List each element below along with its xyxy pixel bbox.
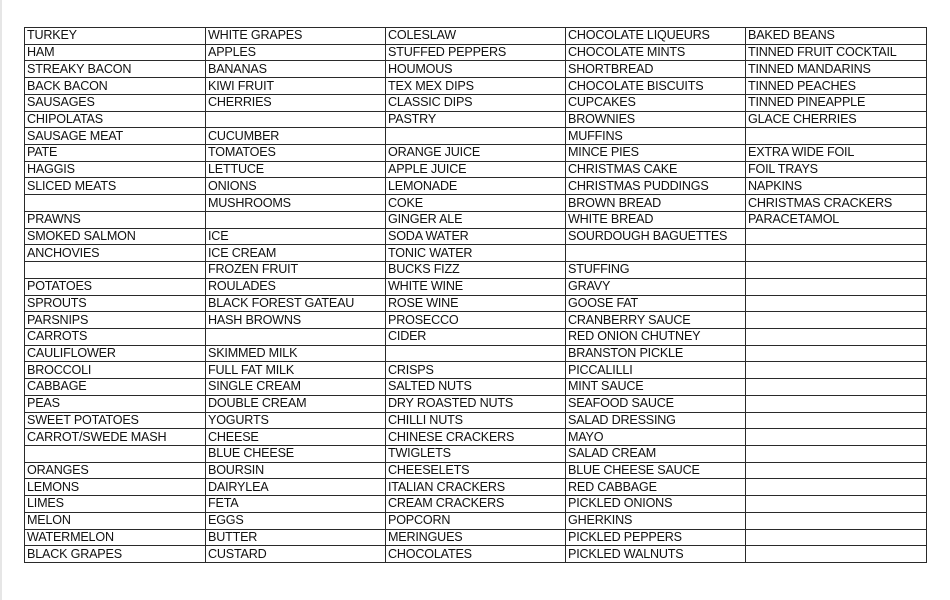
table-cell: [746, 529, 927, 546]
table-cell: CARROT/SWEDE MASH: [25, 429, 206, 446]
table-cell: CHIPOLATAS: [25, 111, 206, 128]
table-cell: [746, 546, 927, 563]
table-cell: SODA WATER: [386, 228, 566, 245]
table-row: [25, 211, 927, 228]
table-row: [25, 529, 927, 546]
table-cell: EXTRA WIDE FOIL: [746, 145, 927, 162]
table-cell: NAPKINS: [746, 178, 927, 195]
table-cell: PASTRY: [386, 111, 566, 128]
table-cell: CHILLI NUTS: [386, 412, 566, 429]
table-cell: CHOCOLATE LIQUEURS: [566, 28, 746, 45]
table-cell: HAGGIS: [25, 161, 206, 178]
table-cell: CRISPS: [386, 362, 566, 379]
table-cell: SMOKED SALMON: [25, 228, 206, 245]
table-cell: WATERMELON: [25, 529, 206, 546]
table-cell: [25, 262, 206, 279]
table-row: [25, 161, 927, 178]
table-cell: [746, 345, 927, 362]
table-cell: WHITE GRAPES: [206, 28, 386, 45]
table-cell: ROSE WINE: [386, 295, 566, 312]
table-cell: HASH BROWNS: [206, 312, 386, 329]
table-cell: TINNED PEACHES: [746, 78, 927, 95]
table-cell: PRAWNS: [25, 211, 206, 228]
table-cell: CAULIFLOWER: [25, 345, 206, 362]
table-cell: FOIL TRAYS: [746, 161, 927, 178]
table-cell: HAM: [25, 44, 206, 61]
table-row: [25, 145, 927, 162]
table-cell: [746, 262, 927, 279]
table-cell: [206, 111, 386, 128]
table-cell: ICE CREAM: [206, 245, 386, 262]
table-cell: MELON: [25, 512, 206, 529]
table-cell: BLUE CHEESE SAUCE: [566, 462, 746, 479]
table-cell: GINGER ALE: [386, 211, 566, 228]
table-cell: [746, 412, 927, 429]
table-cell: SKIMMED MILK: [206, 345, 386, 362]
table-cell: [746, 295, 927, 312]
table-cell: [746, 379, 927, 396]
table-row: [25, 78, 927, 95]
table-cell: APPLES: [206, 44, 386, 61]
table-cell: ONIONS: [206, 178, 386, 195]
table-cell: PATE: [25, 145, 206, 162]
table-cell: [746, 278, 927, 295]
table-cell: MUSHROOMS: [206, 195, 386, 212]
table-cell: CHERRIES: [206, 94, 386, 111]
table-row: [25, 295, 927, 312]
table-cell: DOUBLE CREAM: [206, 395, 386, 412]
shopping-list-table: [24, 27, 927, 563]
table-cell: MERINGUES: [386, 529, 566, 546]
table-cell: PICKLED PEPPERS: [566, 529, 746, 546]
table-cell: [386, 345, 566, 362]
table-cell: BAKED BEANS: [746, 28, 927, 45]
table-row: [25, 512, 927, 529]
table-cell: BLUE CHEESE: [206, 445, 386, 462]
table-cell: TONIC WATER: [386, 245, 566, 262]
table-cell: PROSECCO: [386, 312, 566, 329]
table-cell: TEX MEX DIPS: [386, 78, 566, 95]
table-cell: KIWI FRUIT: [206, 78, 386, 95]
table-cell: SEAFOOD SAUCE: [566, 395, 746, 412]
table-cell: CHRISTMAS PUDDINGS: [566, 178, 746, 195]
table-cell: CUCUMBER: [206, 128, 386, 145]
table-row: [25, 496, 927, 513]
table-cell: SHORTBREAD: [566, 61, 746, 78]
table-row: [25, 228, 927, 245]
table-cell: DAIRYLEA: [206, 479, 386, 496]
table-cell: GLACE CHERRIES: [746, 111, 927, 128]
table-row: [25, 245, 927, 262]
table-cell: SLICED MEATS: [25, 178, 206, 195]
table-cell: CHINESE CRACKERS: [386, 429, 566, 446]
table-cell: CUPCAKES: [566, 94, 746, 111]
table-cell: SINGLE CREAM: [206, 379, 386, 396]
table-row: [25, 94, 927, 111]
table-row: [25, 479, 927, 496]
table-cell: BROCCOLI: [25, 362, 206, 379]
table-cell: DRY ROASTED NUTS: [386, 395, 566, 412]
table-cell: [746, 395, 927, 412]
table-cell: TOMATOES: [206, 145, 386, 162]
table-cell: CHEESELETS: [386, 462, 566, 479]
table-cell: SWEET POTATOES: [25, 412, 206, 429]
table-cell: BLACK GRAPES: [25, 546, 206, 563]
table-cell: STREAKY BACON: [25, 61, 206, 78]
table-cell: CHEESE: [206, 429, 386, 446]
table-cell: FROZEN FRUIT: [206, 262, 386, 279]
table-cell: TINNED PINEAPPLE: [746, 94, 927, 111]
page-edge: [0, 0, 2, 600]
table-cell: BACK BACON: [25, 78, 206, 95]
table-cell: SALAD DRESSING: [566, 412, 746, 429]
table-cell: [746, 445, 927, 462]
table-cell: [746, 245, 927, 262]
table-cell: CHRISTMAS CRACKERS: [746, 195, 927, 212]
table-row: [25, 429, 927, 446]
table-cell: PEAS: [25, 395, 206, 412]
table-cell: SOURDOUGH BAGUETTES: [566, 228, 746, 245]
table-row: [25, 328, 927, 345]
table-cell: GRAVY: [566, 278, 746, 295]
table-row: [25, 362, 927, 379]
table-cell: TINNED MANDARINS: [746, 61, 927, 78]
table-cell: GOOSE FAT: [566, 295, 746, 312]
table-cell: STUFFED PEPPERS: [386, 44, 566, 61]
table-cell: FETA: [206, 496, 386, 513]
table-cell: SAUSAGES: [25, 94, 206, 111]
table-row: [25, 195, 927, 212]
table-cell: SAUSAGE MEAT: [25, 128, 206, 145]
table-cell: SALTED NUTS: [386, 379, 566, 396]
table-cell: ICE: [206, 228, 386, 245]
table-cell: CHOCOLATE BISCUITS: [566, 78, 746, 95]
table-row: [25, 111, 927, 128]
table-cell: CABBAGE: [25, 379, 206, 396]
table-row: [25, 379, 927, 396]
table-cell: CHOCOLATES: [386, 546, 566, 563]
table-row: [25, 278, 927, 295]
table-cell: [746, 479, 927, 496]
table-cell: GHERKINS: [566, 512, 746, 529]
table-cell: POPCORN: [386, 512, 566, 529]
table-cell: CHOCOLATE MINTS: [566, 44, 746, 61]
table-cell: MINCE PIES: [566, 145, 746, 162]
table-cell: SALAD CREAM: [566, 445, 746, 462]
table-cell: ROULADES: [206, 278, 386, 295]
table-cell: BROWNIES: [566, 111, 746, 128]
table-cell: ITALIAN CRACKERS: [386, 479, 566, 496]
table-cell: [746, 128, 927, 145]
table-cell: ANCHOVIES: [25, 245, 206, 262]
table-cell: WHITE WINE: [386, 278, 566, 295]
table-cell: BOURSIN: [206, 462, 386, 479]
table-row: [25, 395, 927, 412]
table-row: [25, 412, 927, 429]
table-cell: CREAM CRACKERS: [386, 496, 566, 513]
table-cell: RED CABBAGE: [566, 479, 746, 496]
table-cell: CRANBERRY SAUCE: [566, 312, 746, 329]
table-cell: TURKEY: [25, 28, 206, 45]
table-cell: MUFFINS: [566, 128, 746, 145]
table-cell: PICKLED WALNUTS: [566, 546, 746, 563]
table-cell: BRANSTON PICKLE: [566, 345, 746, 362]
table-cell: PICCALILLI: [566, 362, 746, 379]
table-cell: TINNED FRUIT COCKTAIL: [746, 44, 927, 61]
table-cell: [746, 228, 927, 245]
table-cell: [25, 445, 206, 462]
table-cell: LEMONADE: [386, 178, 566, 195]
table-cell: FULL FAT MILK: [206, 362, 386, 379]
table-cell: [746, 496, 927, 513]
table-cell: TWIGLETS: [386, 445, 566, 462]
table-cell: BUCKS FIZZ: [386, 262, 566, 279]
table-row: [25, 445, 927, 462]
table-cell: POTATOES: [25, 278, 206, 295]
table-cell: COKE: [386, 195, 566, 212]
table-cell: PARACETAMOL: [746, 211, 927, 228]
table-cell: YOGURTS: [206, 412, 386, 429]
table-cell: PARSNIPS: [25, 312, 206, 329]
table-cell: ORANGE JUICE: [386, 145, 566, 162]
table-cell: EGGS: [206, 512, 386, 529]
table-cell: PICKLED ONIONS: [566, 496, 746, 513]
shopping-list-body: [25, 28, 927, 563]
table-cell: [746, 312, 927, 329]
table-cell: [746, 429, 927, 446]
table-cell: MINT SAUCE: [566, 379, 746, 396]
table-cell: [566, 245, 746, 262]
table-cell: [206, 328, 386, 345]
table-row: [25, 28, 927, 45]
table-cell: [746, 462, 927, 479]
table-cell: SPROUTS: [25, 295, 206, 312]
table-cell: [746, 362, 927, 379]
table-cell: RED ONION CHUTNEY: [566, 328, 746, 345]
table-row: [25, 312, 927, 329]
table-cell: BUTTER: [206, 529, 386, 546]
table-row: [25, 178, 927, 195]
table-row: [25, 345, 927, 362]
table-cell: CUSTARD: [206, 546, 386, 563]
table-row: [25, 546, 927, 563]
table-cell: [386, 128, 566, 145]
table-cell: MAYO: [566, 429, 746, 446]
table-cell: CIDER: [386, 328, 566, 345]
table-cell: COLESLAW: [386, 28, 566, 45]
table-cell: LETTUCE: [206, 161, 386, 178]
table-row: [25, 262, 927, 279]
table-cell: BANANAS: [206, 61, 386, 78]
table-cell: CLASSIC DIPS: [386, 94, 566, 111]
table-row: [25, 128, 927, 145]
table-cell: [746, 328, 927, 345]
table-cell: CARROTS: [25, 328, 206, 345]
table-cell: HOUMOUS: [386, 61, 566, 78]
table-cell: [206, 211, 386, 228]
table-row: [25, 44, 927, 61]
table-cell: LIMES: [25, 496, 206, 513]
table-cell: [25, 195, 206, 212]
table-cell: BROWN BREAD: [566, 195, 746, 212]
table-cell: APPLE JUICE: [386, 161, 566, 178]
table-row: [25, 61, 927, 78]
table-row: [25, 462, 927, 479]
table-cell: [746, 512, 927, 529]
table-cell: ORANGES: [25, 462, 206, 479]
table-cell: LEMONS: [25, 479, 206, 496]
table-cell: STUFFING: [566, 262, 746, 279]
table-cell: WHITE BREAD: [566, 211, 746, 228]
table-cell: BLACK FOREST GATEAU: [206, 295, 386, 312]
table-cell: CHRISTMAS CAKE: [566, 161, 746, 178]
